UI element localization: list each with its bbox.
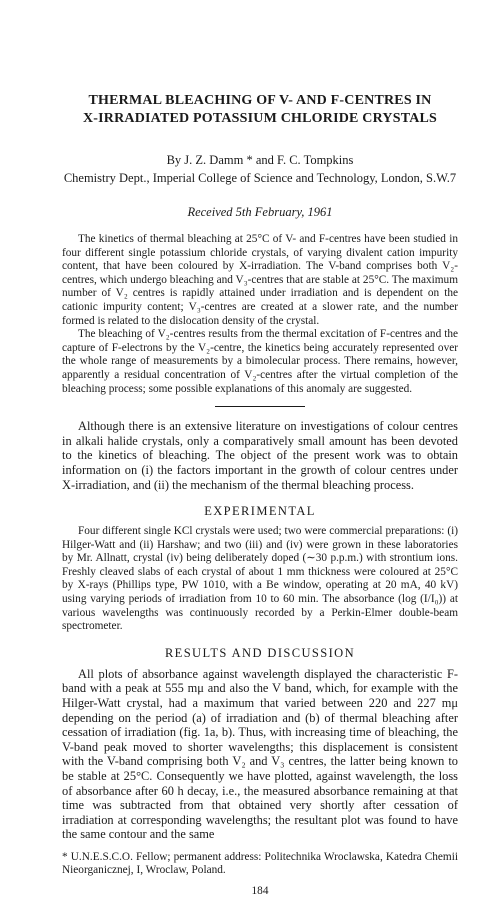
author-line: By J. Z. Damm * and F. C. Tompkins (166, 153, 354, 167)
abstract (62, 233, 458, 396)
intro-paragraph: Although there is an extensive literature on investigations of colour centres in alkali halide crystals, only a comparatively small amount has been devoted to the kinetics of bleaching. The object of the present work was to obtain information on (i) the factors important in the growth of colour centres under X-irradiation, and (ii) the mechanism of the thermal bleaching process. (62, 419, 458, 492)
abstract-paragraph-2: The bleaching of V₂-centres results from the thermal excitation of F-centres and the capture of F-electrons by the V₂-centre, the kinetics being accurately represented over the whole range of measurements by a bimolecular process. There remains, however, apparently a residual concentration of V₂-centres after the virtual completion of the bleaching process; some possible explanations of this anomaly are suggested. (62, 328, 458, 395)
affiliation: Chemistry Dept., Imperial College of Science and Technology, London, S.W.7 (63, 171, 457, 185)
footnote: * U.N.E.S.C.O. Fellow; permanent address: Politechnika Wroclawska, Katedra Chemii Nieorganicznej, I, Wroclaw, Poland. (62, 850, 458, 877)
title-line-2: X-IRRADIATED POTASSIUM CHLORIDE CRYSTALS (82, 111, 438, 126)
separator-rule (215, 406, 305, 407)
introduction (62, 419, 458, 492)
article-title (62, 92, 458, 128)
experimental-section (62, 525, 458, 634)
results-section (62, 667, 458, 842)
results-heading: RESULTS AND DISCUSSION (164, 645, 356, 660)
page-number: 184 (251, 884, 269, 897)
experimental-heading: EXPERIMENTAL (204, 504, 316, 519)
experimental-paragraph: Four different single KCl crystals were used; two were commercial preparations: (i) Hilger-Watt and (ii) Harshaw; and two (iii) and (iv) were grown in these laboratories by Mr. Allnatt, crystal (iv) being deliberately doped (∼30 p.p.m.) with strontium ions. Freshly cleaved slabs of each crystal of about 1 mm thickness were coloured at 25°C by X-rays (Phillips type, PW 1010, with a Be window, operating at 20 mA, 40 kV) using varying periods of irradiation from 10 to 60 min. The absorbance (log (I/I₀)) at various wavelengths was continuously recorded by a Perkin-Elmer double-beam spectrometer. (62, 525, 458, 633)
received-date: Received 5th February, 1961 (187, 205, 333, 219)
results-paragraph: All plots of absorbance against wavelength displayed the characteristic F-band with a peak at 555 mμ and also the V band, which, for example with the Hilger-Watt crystal, had a maximum that varied between 220 and 227 mμ depending on the period (a) of irradiation and (b) of thermal bleaching after cessation of irradiation (fig. 1a, b). Thus, with increasing time of bleaching, the V-band peak moved to shorter wavelengths; this displacement is consistent with the V-band comprising both V₂ and V₃ centres, the latter being known to be stable at 25°C. Consequently we have plotted, against wavelength, the loss of absorbance after 60 h decay, i.e., the measured absorbance remaining at that time was subtracted from that obtained very shortly after cessation of irradiation at corresponding wavelengths; the resultant plot was found to have the same contour and the same (62, 666, 458, 842)
title-line-1: THERMAL BLEACHING OF V- AND F-CENTRES IN (88, 93, 432, 108)
abstract-paragraph-1: The kinetics of thermal bleaching at 25°C of V- and F-centres have been studied in four different single potassium chloride crystals, of varying divalent cation impurity content, that have been coloured by X-irradiation. The V-band comprises both V₂-centres, which undergo bleaching and V₃-centres that are stable at 25°C. The maximum number of V₂ centres is rapidly attained under irradiation and is dependent on the cationic impurity content; V₃-centres are created at a slower rate, and the number formed is related to the dislocation density of the crystal. (62, 233, 458, 327)
